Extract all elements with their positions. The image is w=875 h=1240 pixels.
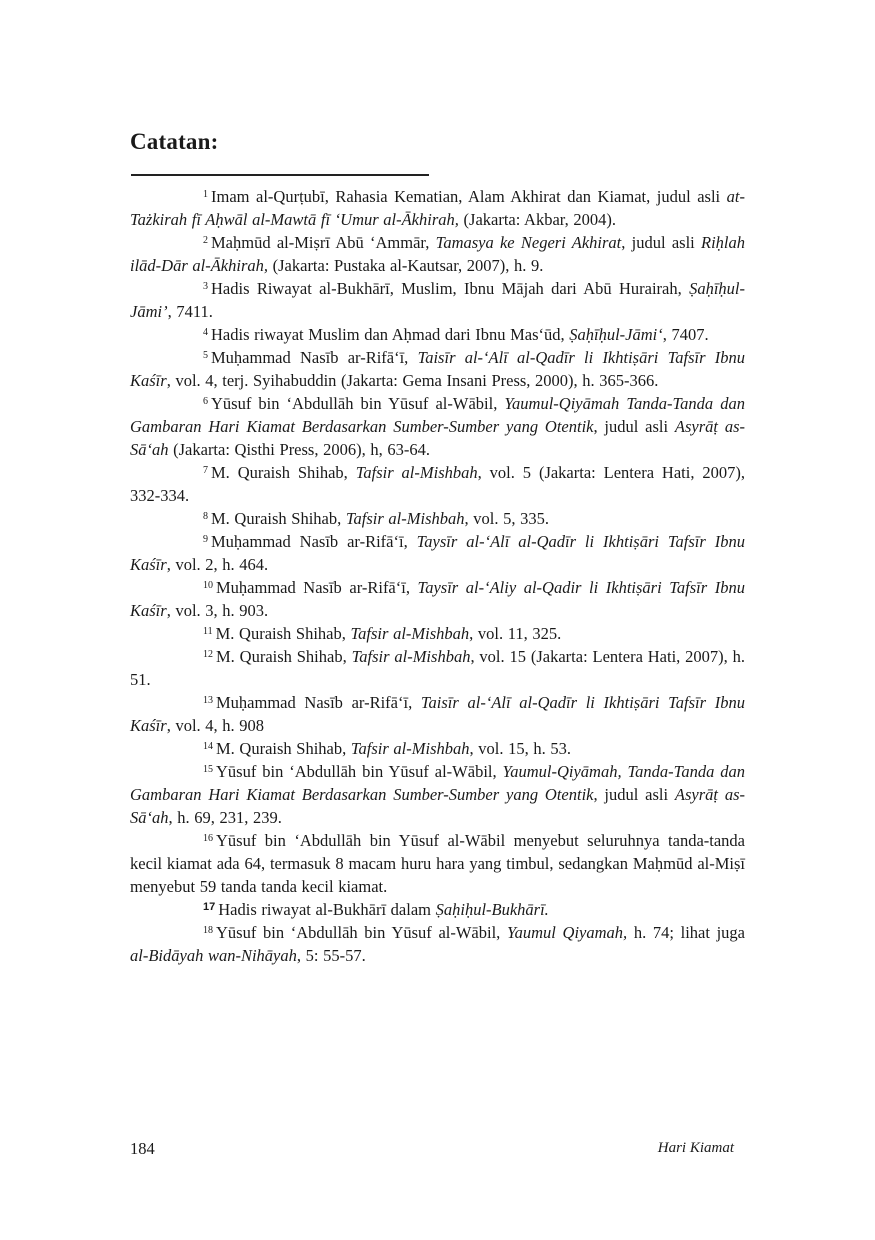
endnote-number: 11: [203, 626, 213, 637]
endnote-text: , 7411.: [167, 302, 213, 321]
endnote-3: [130, 277, 745, 323]
endnote-text: Yūsuf bin ‘Abdullāh bin Yūsuf al-Wābil,: [216, 762, 503, 781]
endnote-2: [130, 231, 745, 277]
endnote-17: [130, 898, 745, 921]
endnote-text: Yūsuf bin ‘Abdullāh bin Yūsuf al-Wābil,: [211, 394, 505, 413]
endnote-text: M. Quraish Shihab,: [211, 509, 346, 528]
endnote-text: , judul asli: [593, 417, 675, 436]
endnote-1: [130, 185, 745, 231]
endnote-text: M. Quraish Shihab,: [216, 647, 352, 666]
endnote-text: Muḥammad Nasīb ar-Rifā‘ī,: [211, 348, 418, 367]
endnote-9: [130, 530, 745, 576]
endnote-14: [130, 737, 745, 760]
endnote-text: , vol. 15, h. 53.: [469, 739, 571, 758]
endnote-number: 8: [203, 511, 208, 522]
endnote-11: [130, 622, 745, 645]
endnote-italic-title: Taysīr al-‘Aliy al-Qadir li Ikhtiṣāri Tafsīr Ibnu Kaśīr: [130, 578, 745, 620]
endnote-number: 1: [203, 189, 208, 200]
endnote-number: 18: [203, 925, 213, 936]
endnote-number: 9: [203, 534, 208, 545]
endnote-text: , vol. 3, h. 903.: [166, 601, 269, 620]
endnote-italic-title: Asyrāṭ as-Sā‘ah: [130, 417, 745, 459]
endnote-18: [130, 921, 745, 967]
endnote-text: , 7407.: [662, 325, 709, 344]
endnote-text: (Jakarta: Qisthi Press, 2006), h, 63-64.: [168, 440, 430, 459]
endnote-italic-title: Ṣaḥīḥul-Jāmi’: [130, 279, 745, 321]
endnote-text: Yūsuf bin ‘Abdullāh bin Yūsuf al-Wābil,: [216, 923, 507, 942]
endnote-italic-title: Yaumul-Qiyāmah Tanda-Tanda dan Gambaran Hari Kiamat Berdasarkan Sumber-Sumber yang Otentik: [130, 394, 745, 436]
endnote-16: [130, 829, 745, 898]
endnote-number: 17: [203, 901, 216, 913]
endnote-number: 3: [203, 281, 208, 292]
endnote-text: , vol. 4, terj. Syihabuddin (Jakarta: Gema Insani Press, 2000), h. 365-366.: [166, 371, 659, 390]
endnote-text: , vol. 11, 325.: [469, 624, 562, 643]
endnote-italic-title: Tafsir al-Mishbah: [350, 739, 470, 758]
endnote-text: , h. 69, 231, 239.: [168, 808, 282, 827]
endnote-13: [130, 691, 745, 737]
page-number: 184: [130, 1139, 155, 1158]
endnote-4: [130, 323, 745, 346]
endnote-number: 12: [203, 649, 213, 660]
endnote-italic-title: Tafsir al-Mishbah: [350, 624, 470, 643]
endnote-number: 6: [203, 396, 208, 407]
endnote-italic-title: Taisīr al-‘Alī al-Qadīr li Ikhtiṣāri Tafsīr Ibnu Kaśīr: [130, 348, 746, 390]
endnote-10: [130, 576, 745, 622]
endnote-text: (Jakarta: Akbar, 2004).: [458, 210, 616, 229]
endnote-text: , vol. 5, 335.: [464, 509, 549, 528]
endnote-8: [130, 507, 745, 530]
endnote-italic-title: Yaumul-Qiyāmah, Tanda-Tanda dan Gambaran Hari Kiamat Berdasarkan Sumber-Sumber yang Otentik: [130, 762, 745, 804]
endnote-text: (Jakarta: Pustaka al-Kautsar, 2007), h. 9.: [268, 256, 544, 275]
endnote-text: Yūsuf bin ‘Abdullāh bin Yūsuf al-Wābil menyebut seluruhnya tanda-tanda kecil kiamat ada 64, termasuk 8 macam huru hara yang timbul, sedangkan Maḥmūd al-Miṣī menyebut 59 tanda tanda kecil kiamat.: [130, 831, 745, 896]
endnote-text: h. 74; lihat juga: [627, 923, 746, 942]
endnote-number: 5: [203, 350, 208, 361]
endnote-number: 13: [203, 695, 213, 706]
endnote-italic-title: Tafsir al-Mishbah: [345, 509, 465, 528]
endnote-number: 2: [203, 235, 208, 246]
endnotes-list: [130, 185, 745, 967]
endnote-text: Muḥammad Nasīb ar-Rifā‘ī,: [216, 578, 418, 597]
endnote-number: 16: [203, 833, 213, 844]
endnote-5: [130, 346, 745, 392]
endnote-15: [130, 760, 745, 829]
endnote-6: [130, 392, 745, 461]
endnote-italic-title: al-Bidāyah wan-Nihāyah: [130, 946, 297, 965]
endnote-number: 4: [203, 327, 208, 338]
endnote-text: Imam al-Qurṭubī, Rahasia Kematian, Alam Akhirat dan Kiamat, judul asli: [211, 187, 727, 206]
endnote-italic-title: Ṣaḥiḥul-Bukhārī.: [435, 900, 549, 919]
endnote-text: M. Quraish Shihab,: [211, 463, 356, 482]
endnote-italic-title: Ṣaḥīḥul-Jāmi‘: [569, 325, 663, 344]
running-title: Hari Kiamat: [657, 1140, 734, 1156]
endnote-italic-title: Tafsir al-Mishbah: [355, 463, 478, 482]
endnote-text: Hadis riwayat al-Bukhārī dalam: [218, 900, 436, 919]
endnote-text: , vol. 5 (Jakarta: Lentera Hati, 2007), 332-334.: [130, 463, 745, 505]
heading-rule: [131, 174, 429, 176]
endnote-italic-title: Riḥlah ilād-Dār al-Ākhirah,: [130, 233, 746, 275]
endnote-italic-title: Taysīr al-‘Alī al-Qadīr li Ikhtiṣāri Tafsīr Ibnu Kaśīr: [130, 532, 745, 574]
endnote-text: Maḥmūd al-Miṣrī Abū ‘Ammār,: [211, 233, 436, 252]
endnote-text: , judul asli: [593, 785, 675, 804]
endnote-text: , vol. 2, h. 464.: [166, 555, 269, 574]
endnote-italic-title: Taisīr al-‘Alī al-Qadīr li Ikhtiṣāri Tafsīr Ibnu Kaśīr: [130, 693, 745, 735]
endnote-text: , judul asli: [621, 233, 702, 252]
endnote-number: 10: [203, 580, 213, 591]
endnote-text: , vol. 15 (Jakarta: Lentera Hati, 2007), h. 51.: [130, 647, 745, 689]
endnote-italic-title: Tamasya ke Negeri Akhirat: [435, 233, 622, 252]
endnote-number: 15: [203, 764, 213, 775]
endnote-text: , 5: 55-57.: [296, 946, 366, 965]
endnote-italic-title: Asyrāṭ as-Sā‘ah: [130, 785, 745, 827]
endnote-7: [130, 461, 745, 507]
endnote-italic-title: at-Tażkirah fī Aḥwāl al-Mawtā fī ‘Umur al-Ākhirah,: [130, 187, 745, 229]
endnote-12: [130, 645, 745, 691]
endnote-text: M. Quraish Shihab,: [215, 624, 351, 643]
endnote-text: Muḥammad Nasīb ar-Rifā‘ī,: [211, 532, 417, 551]
endnote-italic-title: Tafsir al-Mishbah: [351, 647, 471, 666]
endnote-italic-title: Yaumul Qiyamah,: [506, 923, 628, 942]
endnote-text: M. Quraish Shihab,: [216, 739, 351, 758]
endnote-text: , vol. 4, h. 908: [166, 716, 265, 735]
endnote-text: Hadis riwayat Muslim dan Aḥmad dari Ibnu Mas‘ūd,: [211, 325, 570, 344]
endnote-number: 7: [203, 465, 208, 476]
endnote-number: 14: [203, 741, 213, 752]
endnote-text: Muḥammad Nasīb ar-Rifā‘ī,: [216, 693, 421, 712]
endnote-text: Hadis Riwayat al-Bukhārī, Muslim, Ibnu Mājah dari Abū Hurairah,: [211, 279, 690, 298]
notes-heading: Catatan:: [130, 129, 219, 154]
